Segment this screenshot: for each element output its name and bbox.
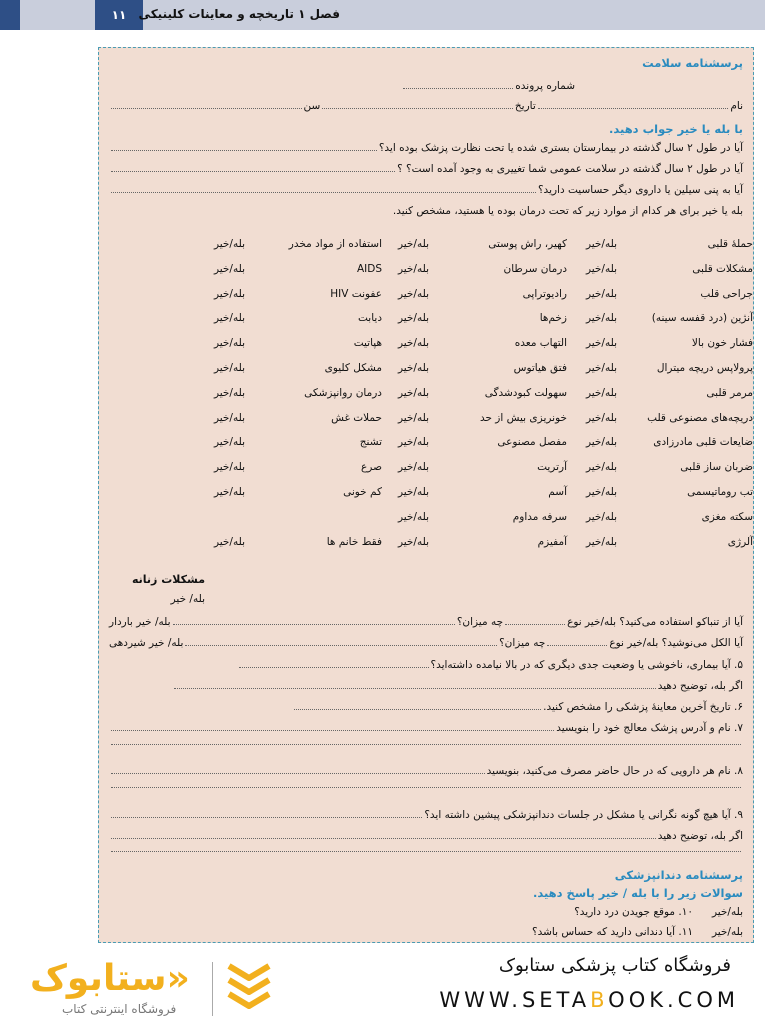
condition-label: فتق هیاتوس (513, 362, 567, 374)
condition-label: درمان روانپزشکی (304, 386, 382, 399)
question-8-field-2[interactable] (111, 787, 741, 788)
name-field[interactable] (538, 108, 729, 109)
condition-label: فقط خانم ها (326, 535, 382, 548)
condition-yesno[interactable]: بله/خیر (213, 436, 245, 449)
name-date-age-row (109, 100, 743, 112)
condition-label: هپاتیت (353, 337, 382, 350)
condition-label: مشکلات قلبی (692, 262, 753, 275)
condition-yesno[interactable]: بله/خیر (213, 461, 245, 474)
question-3-field[interactable] (111, 192, 536, 193)
header-left-tab (0, 0, 20, 30)
condition-label: AIDS (356, 262, 382, 275)
question-9-line-2 (109, 851, 743, 855)
condition-label: مرمر قلبی (706, 386, 753, 399)
condition-yesno[interactable]: بله/خیر (585, 362, 617, 374)
condition-label: سکته مغزی (701, 510, 753, 523)
condition-yesno[interactable]: بله/خیر (397, 262, 429, 275)
condition-label: عفونت HIV (330, 287, 382, 300)
file-number-label: شماره پرونده (515, 80, 575, 92)
tobacco-amount-label: چه میزان؟ (456, 616, 504, 628)
women-heading: مشکلات زنانه (131, 573, 205, 586)
question-10 (109, 906, 743, 918)
shop-url-part-b: B (590, 988, 609, 1012)
question-2-field[interactable] (111, 171, 395, 172)
book-logo-icon (225, 958, 273, 1010)
page-number-badge: ۱۱ (95, 0, 143, 30)
question-5-explain-field[interactable] (174, 688, 656, 689)
form-title: پرسشنامه سلامت (642, 56, 743, 70)
shop-url[interactable] (439, 988, 739, 1012)
question-8 (109, 765, 743, 777)
question-10-text: ۱۰. موقع جویدن درد دارید؟ (574, 906, 693, 918)
condition-yesno[interactable]: بله/خیر (397, 411, 429, 424)
condition-yesno[interactable]: بله/خیر (585, 535, 617, 548)
condition-yesno[interactable]: بله/خیر (585, 411, 617, 424)
condition-label: تب روماتیسمی (687, 486, 753, 498)
condition-yesno[interactable]: بله/خیر (397, 287, 429, 300)
shop-title: فروشگاه کتاب پزشکی ستابوک (498, 955, 731, 976)
question-9-field[interactable] (111, 817, 422, 818)
date-field[interactable] (322, 108, 513, 109)
question-4: بله یا خیر برای هر کدام از موارد زیر که تحت درمان بوده یا هستید، مشخص کنید. (392, 205, 743, 217)
tobacco-amount-field[interactable] (173, 624, 455, 625)
condition-yesno[interactable]: بله/خیر (213, 337, 245, 350)
question-9-field-2[interactable] (111, 851, 741, 852)
name-label: نام (730, 100, 743, 112)
condition-yesno[interactable]: بله/خیر (213, 287, 245, 300)
condition-yesno[interactable]: بله/خیر (397, 535, 429, 548)
question-6-field[interactable] (294, 709, 541, 710)
condition-yesno[interactable]: بله/خیر (397, 312, 429, 325)
question-9-text: ۹. آیا هیچ گونه نگرانی یا مشکل در جلسات دندانپزشکی پیشین داشته اید؟ (424, 809, 743, 821)
chapter-title: فصل ۱ تاریخچه و معاینات کلینیکی (138, 7, 340, 21)
condition-yesno[interactable]: بله/خیر (213, 362, 245, 374)
condition-label: پرولاپس دریچه میترال (656, 362, 753, 374)
condition-yesno[interactable]: بله/خیر (585, 238, 617, 250)
question-1-field[interactable] (111, 150, 377, 151)
shop-url-part-a: WWW.SETA (439, 988, 591, 1012)
question-9-explain (109, 830, 743, 842)
question-11 (109, 926, 743, 938)
condition-label: دیابت (357, 312, 382, 325)
condition-yesno[interactable]: بله/خیر (397, 436, 429, 449)
condition-label: کم خونی (343, 486, 382, 498)
condition-yesno[interactable]: بله/خیر (213, 411, 245, 424)
condition-yesno[interactable]: بله/خیر (585, 510, 617, 523)
alcohol-row (109, 637, 743, 649)
question-2 (109, 163, 743, 175)
condition-yesno[interactable]: بله/خیر (397, 337, 429, 350)
alcohol-amount-field[interactable] (185, 645, 497, 646)
condition-label: مفصل مصنوعی (497, 436, 567, 449)
question-8-field[interactable] (111, 773, 485, 774)
tobacco-label: آیا از تنباکو استفاده می‌کنید؟ بله/خیر نوع (567, 616, 743, 628)
condition-yesno[interactable]: بله/خیر (585, 262, 617, 275)
condition-label: مشکل کلیوی (324, 362, 382, 374)
condition-yesno[interactable]: بله/خیر (585, 386, 617, 399)
condition-label: استفاده از مواد مخدر (288, 238, 382, 250)
condition-yesno[interactable]: بله/خیر (585, 436, 617, 449)
condition-label: آلرژی (727, 535, 753, 548)
question-7 (109, 722, 743, 734)
condition-yesno[interactable]: بله/خیر (213, 262, 245, 275)
question-5-explain-label: اگر بله، توضیح دهید (657, 680, 743, 692)
condition-label: آمفیزم (537, 535, 567, 548)
condition-yesno[interactable]: بله/خیر (585, 287, 617, 300)
condition-yesno[interactable]: بله/خیر (213, 535, 245, 548)
condition-yesno[interactable]: بله/خیر (397, 486, 429, 498)
condition-yesno[interactable]: بله/خیر (397, 510, 429, 523)
condition-label: ضایعات قلبی مادرزادی (653, 436, 753, 449)
question-8-line-2 (109, 787, 743, 791)
condition-label: سهولت کبودشدگی (484, 386, 567, 399)
condition-label: خونریزی بیش از حد (479, 411, 567, 424)
tobacco-row (109, 616, 743, 628)
question-6-text: ۶. تاریخ آخرین معاینهٔ پزشکی را مشخص کنید. (543, 701, 743, 713)
question-5-field[interactable] (239, 667, 429, 668)
question-5-explain (109, 680, 743, 692)
question-5-text: ۵. آیا بیماری، ناخوشی یا وضعیت جدی دیگری که در بالا نیامده داشته‌اید؟ (430, 659, 743, 671)
question-9-explain-label: اگر بله، توضیح دهید (657, 830, 743, 842)
question-7-text: ۷. نام و آدرس پزشک معالج خود را بنویسید (556, 722, 743, 734)
shop-url-part-c: OOK.COM (608, 988, 739, 1012)
yesno-heading: با بله یا خیر جواب دهید. (609, 122, 743, 136)
logo-subtitle: فروشگاه اینترنتی کتاب (62, 1002, 177, 1016)
alcohol-label: آیا الکل می‌نوشید؟ بله/خیر نوع (609, 637, 743, 649)
condition-yesno[interactable]: بله/خیر (213, 386, 245, 399)
question-9-explain-field[interactable] (111, 838, 656, 839)
file-number-row (109, 80, 743, 92)
age-label: سن (303, 100, 321, 112)
women-yesno: بله/ خیر (170, 593, 205, 605)
condition-yesno[interactable]: بله/خیر (397, 386, 429, 399)
question-8-text: ۸. نام هر دارویی که در حال حاضر مصرف می‌کنید، بنویسید (486, 765, 743, 777)
condition-label: زخم‌ها (539, 312, 567, 325)
condition-label: صرع (361, 461, 382, 474)
condition-yesno[interactable]: بله/خیر (397, 461, 429, 474)
question-7-line-2 (109, 744, 743, 748)
age-field[interactable] (111, 108, 302, 109)
file-number-field[interactable] (403, 88, 513, 89)
question-11-text: ۱۱. آیا دندانی دارید که حساس باشد؟ (532, 926, 693, 938)
health-questionnaire (98, 47, 754, 943)
condition-yesno[interactable]: بله/خیر (213, 312, 245, 325)
question-11-yesno[interactable]: بله/خیر (711, 926, 743, 938)
condition-label: رادیوتراپی (522, 287, 567, 300)
question-1 (109, 142, 743, 154)
condition-label: فشار خون بالا (691, 337, 753, 350)
condition-label: التهاب معده (514, 337, 567, 350)
date-label: تاریخ (514, 100, 536, 112)
question-7-field-2[interactable] (111, 744, 741, 745)
condition-label: جراحی قلب (700, 287, 753, 300)
condition-yesno[interactable]: بله/خیر (585, 486, 617, 498)
logo-wordmark: «ستابوک (30, 958, 190, 999)
condition-label: درمان سرطان (503, 262, 567, 275)
logo-divider (212, 962, 213, 1016)
condition-label: حملات غش (331, 411, 382, 424)
condition-label: آنژین (درد قفسه سینه) (651, 312, 753, 325)
condition-label: کهیر، راش پوستی (488, 238, 567, 250)
alcohol-type-field[interactable] (547, 645, 607, 646)
condition-label: دریچه‌های مصنوعی قلب (647, 411, 753, 424)
condition-yesno[interactable]: بله/خیر (397, 362, 429, 374)
question-1-text: آیا در طول ۲ سال گذشته در بیمارستان بستری شده یا تحت نظارت پزشک بوده اید؟ (378, 142, 743, 154)
condition-label: آسم (548, 486, 567, 498)
question-9 (109, 809, 743, 821)
condition-yesno[interactable]: بله/خیر (585, 337, 617, 350)
question-6 (109, 701, 743, 713)
tobacco-type-field[interactable] (505, 624, 565, 625)
question-3-text: آیا به پنی سیلین یا داروی دیگر حساسیت دارید؟ (537, 184, 743, 196)
breastfeeding-option[interactable]: بله/ خیر شیردهی (109, 637, 184, 649)
question-7-field[interactable] (111, 730, 554, 731)
condition-yesno[interactable]: بله/خیر (397, 238, 429, 250)
question-2-text: آیا در طول ۲ سال گذشته در سلامت عمومی شما تغییری به وجود آمده است؟ ؟ (397, 163, 743, 175)
question-10-yesno[interactable]: بله/خیر (711, 906, 743, 918)
question-5 (109, 659, 743, 671)
question-3 (109, 184, 743, 196)
condition-yesno[interactable]: بله/خیر (213, 238, 245, 250)
alcohol-amount-label: چه میزان؟ (499, 637, 546, 649)
condition-label: سرفه مداوم (512, 510, 567, 523)
condition-label: ضربان ساز قلبی (680, 461, 753, 474)
condition-label: حملهٔ قلبی (707, 238, 753, 250)
pregnant-option[interactable]: بله/ خیر باردار (109, 616, 171, 628)
condition-yesno[interactable]: بله/خیر (585, 461, 617, 474)
condition-yesno[interactable]: بله/خیر (213, 486, 245, 498)
condition-label: آرتریت (537, 461, 567, 474)
dental-heading: سوالات زیر را با بله / خیر پاسخ دهید. (532, 886, 743, 900)
dental-title: پرسشنامه دندانپزشکی (614, 868, 743, 882)
condition-yesno[interactable]: بله/خیر (585, 312, 617, 325)
condition-label: تشنج (359, 436, 382, 449)
page-header (0, 0, 765, 30)
